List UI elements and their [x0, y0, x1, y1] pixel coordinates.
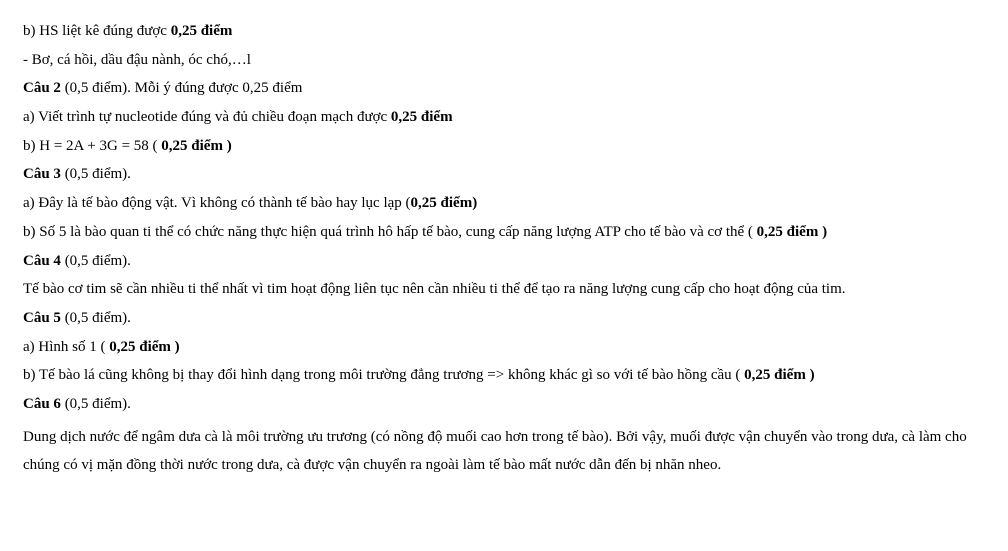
line-text: (0,5 điểm).	[60, 309, 131, 326]
score-label: 0,25 điểm	[756, 223, 819, 240]
answer-6-paragraph	[23, 423, 985, 480]
score-label: 0,25 điểm	[170, 23, 233, 39]
question-label: Câu 6	[23, 395, 61, 412]
score-label-tail: )	[805, 367, 815, 384]
question-label: Câu 3	[23, 166, 61, 183]
line-text: - Bơ, cá hồi, dầu đậu nành, óc chó,…l	[23, 51, 251, 68]
answer-1b-line	[23, 21, 998, 50]
question-label: Câu 5	[23, 309, 61, 326]
line-text: (0,5 điểm). Mỗi ý đúng được 0,25 điểm	[60, 80, 303, 97]
line-text: (0,5 điểm).	[60, 252, 131, 269]
score-label-tail: )	[818, 223, 828, 240]
question-2-heading	[23, 78, 998, 107]
answer-5b-line	[23, 365, 998, 394]
question-5-heading	[23, 308, 998, 337]
score-label-tail: )	[222, 137, 232, 154]
line-text: (0,5 điểm).	[60, 395, 131, 412]
question-3-heading	[23, 164, 998, 193]
line-text: a) Viết trình tự nucleotide đúng và đủ chiều đoạn mạch được	[23, 109, 391, 126]
score-label: 0,25 điểm)	[410, 195, 478, 212]
answer-4-line	[23, 279, 998, 308]
answer-1b-list-line	[23, 50, 998, 79]
line-text: (0,5 điểm).	[60, 166, 131, 183]
answer-document	[23, 21, 998, 480]
answer-2a-line	[23, 107, 998, 136]
answer-3b-line	[23, 222, 998, 251]
answer-5a-line	[23, 337, 998, 366]
question-4-heading	[23, 251, 998, 280]
score-label: 0,25 điểm	[390, 109, 453, 126]
line-text: b) HS liệt kê đúng được	[23, 23, 171, 39]
line-text: a) Đây là tế bào động vật. Vì không có thành tế bào hay lục lạp (	[23, 195, 411, 212]
line-text: b) Số 5 là bào quan ti thể có chức năng thực hiện quá trình hô hấp tế bào, cung cấp năng lượng ATP cho tế bào và cơ thể (	[23, 223, 757, 240]
score-label-tail: )	[170, 338, 180, 355]
paragraph-text: Dung dịch nước để ngâm dưa cà là môi trường ưu trương (có nồng độ muối cao hơn trong tế bào). Bởi vậy, muối được vận chuyển vào trong dưa, cà làm cho chúng có vị mặn đồng thời nước trong dưa, cà được vận chuyển ra ngoài làm tế bào mất nước dẫn đến bị nhăn nheo.	[23, 428, 967, 474]
question-label: Câu 2	[23, 80, 61, 97]
answer-3a-line	[23, 193, 998, 222]
line-text: Tế bào cơ tim sẽ cần nhiều ti thể nhất vì tim hoạt động liên tục nên cần nhiều ti thể để tạo ra năng lượng cung cấp cho hoạt động của tim.	[23, 281, 846, 298]
line-text: b) Tế bào lá cũng không bị thay đổi hình dạng trong môi trường đẳng trương => không khác gì so với tế bào hồng cầu (	[23, 367, 745, 384]
line-text: a) Hình số 1 (	[23, 338, 110, 355]
question-label: Câu 4	[23, 252, 61, 269]
score-label: 0,25 điểm	[109, 338, 171, 355]
score-label: 0,25 điểm	[161, 137, 223, 154]
line-text: b) H = 2A + 3G = 58 (	[23, 137, 162, 154]
answer-2b-line	[23, 136, 998, 165]
question-6-heading	[23, 394, 998, 423]
score-label: 0,25 điểm	[744, 367, 806, 384]
